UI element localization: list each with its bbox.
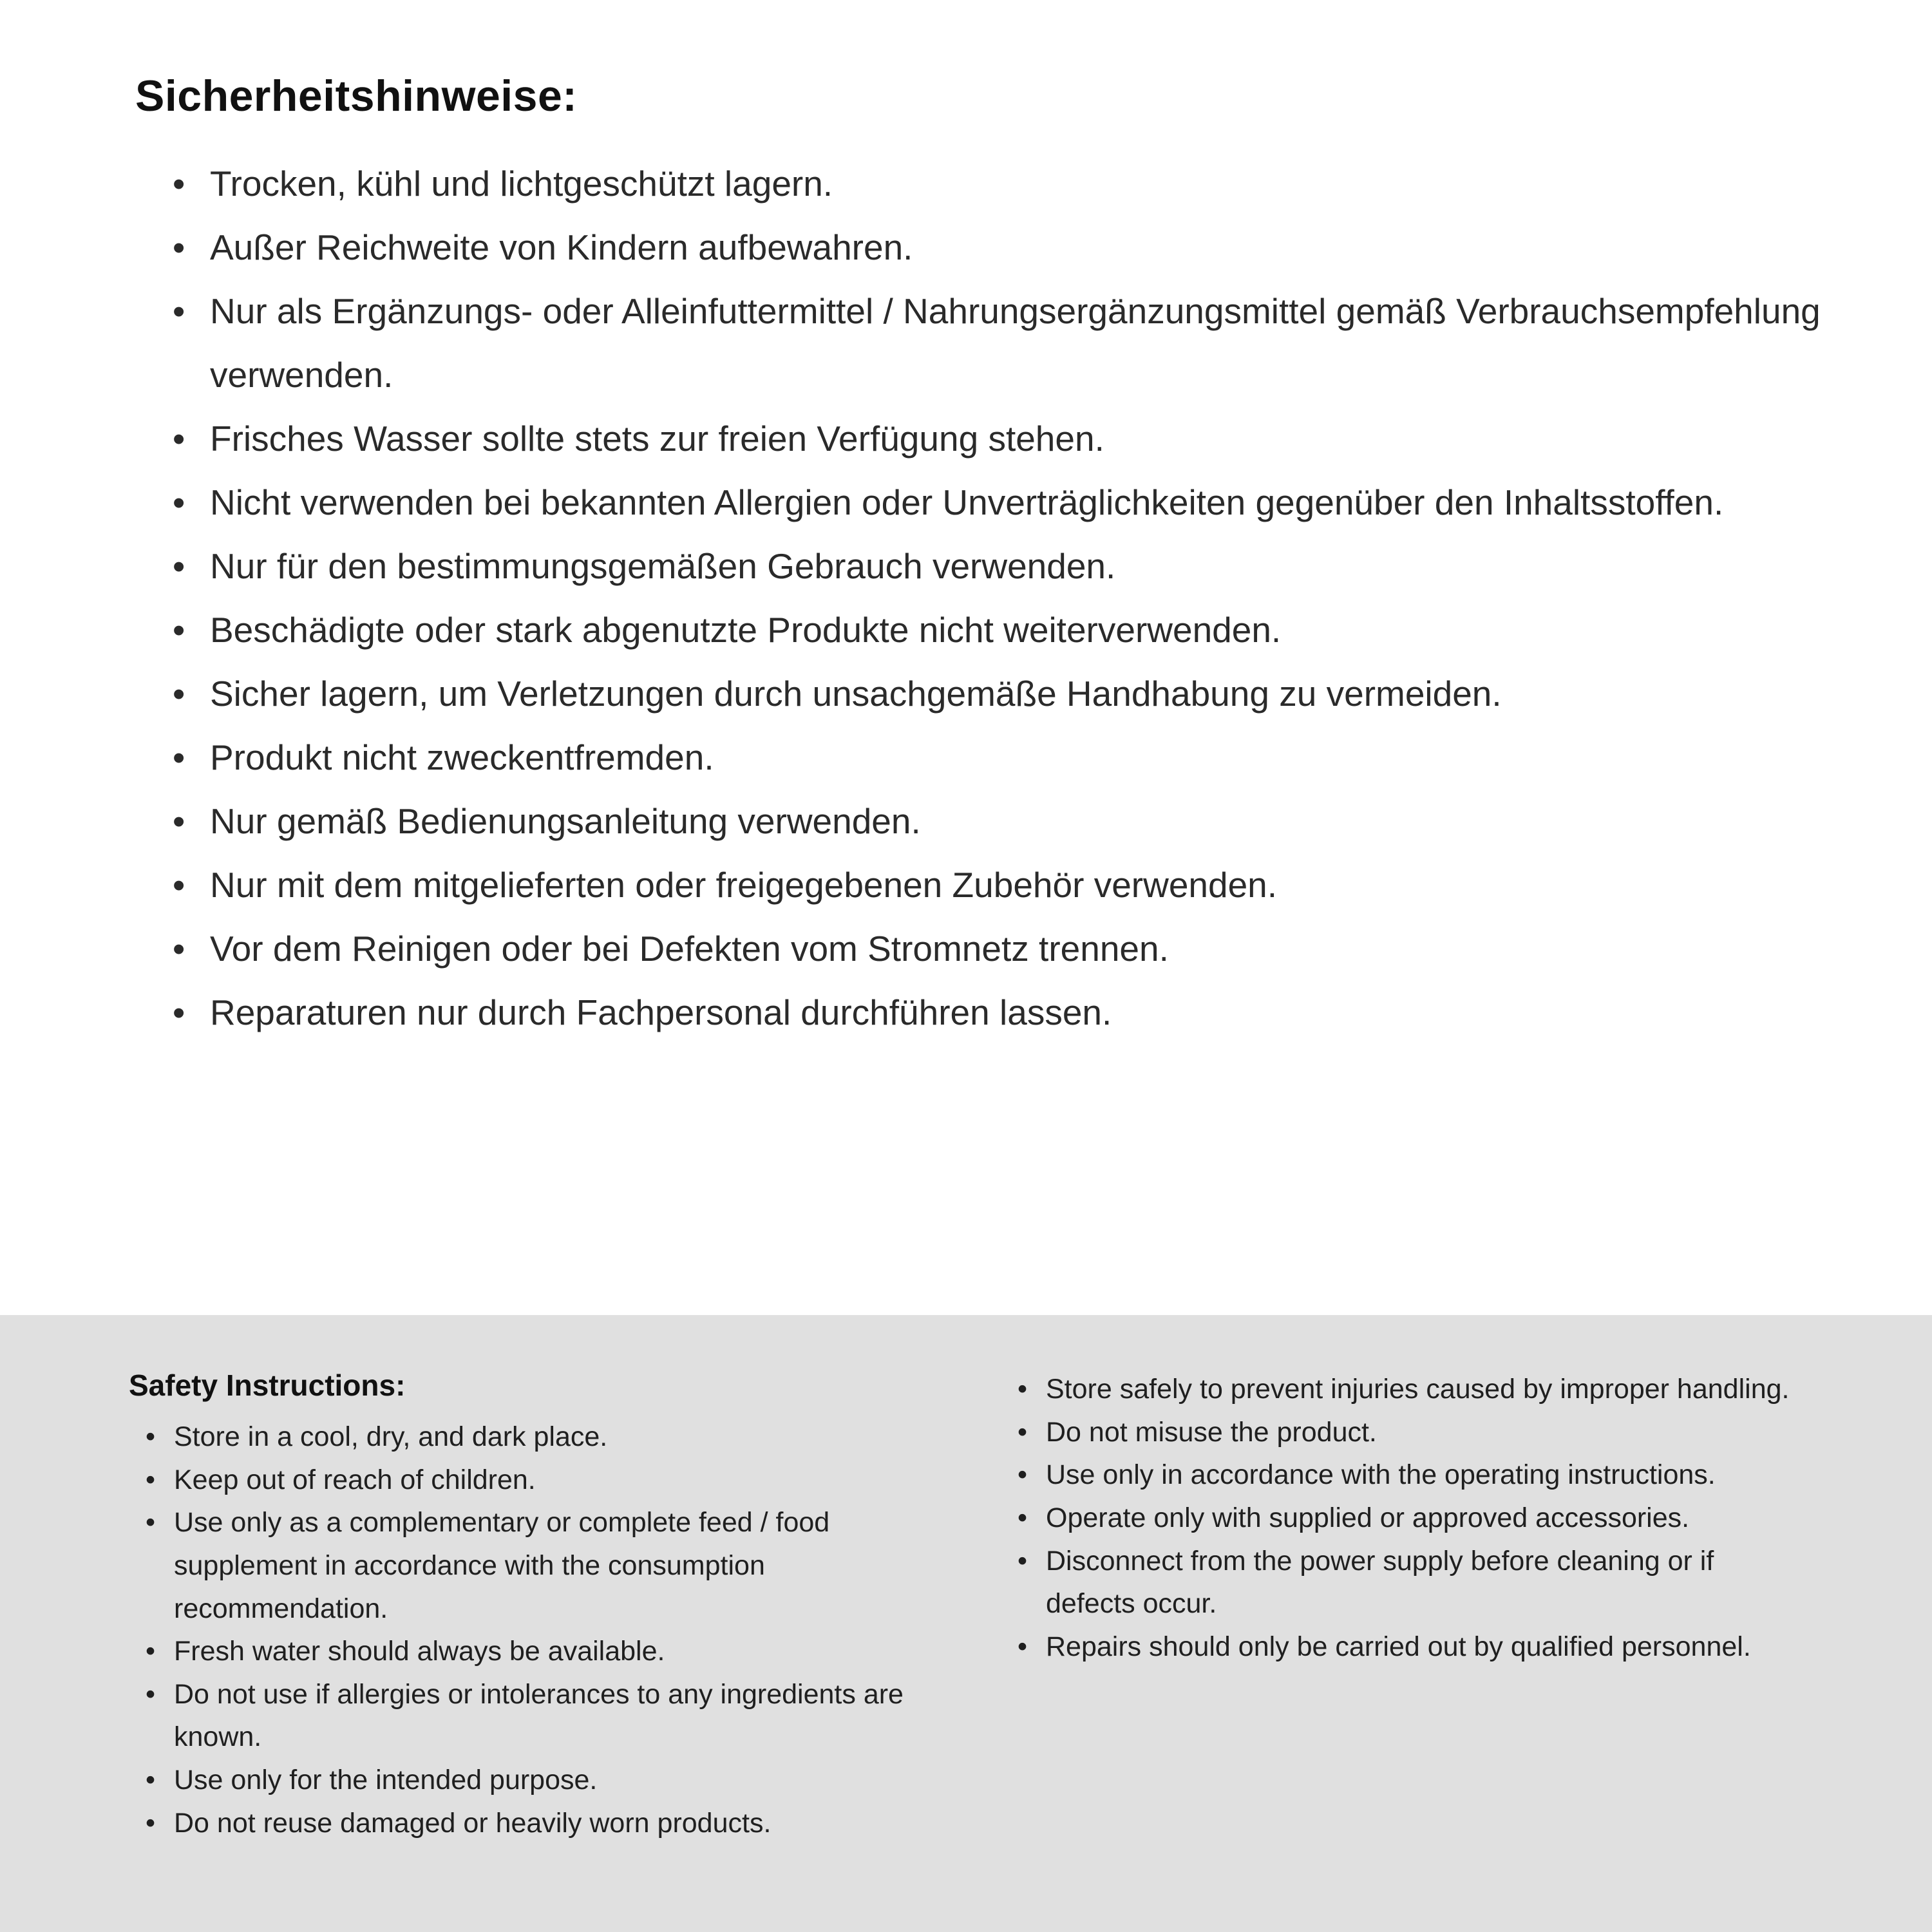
german-list-item: [173, 917, 1823, 981]
german-list-item: [173, 981, 1823, 1045]
bullet-dot-icon: •: [173, 482, 185, 522]
bullet-dot-icon: •: [173, 801, 185, 841]
german-item-text: Trocken, kühl und lichtgeschützt lagern.: [210, 164, 833, 204]
english-item-text: Store in a cool, dry, and dark place.: [174, 1421, 608, 1452]
german-item-text: Vor dem Reinigen oder bei Defekten vom Stromnetz trennen.: [210, 929, 1169, 969]
bullet-dot-icon: •: [146, 1464, 156, 1495]
english-item-text: Repairs should only be carried out by qualified personnel.: [1046, 1631, 1751, 1662]
english-list-item: [146, 1802, 921, 1845]
german-list-item: [173, 726, 1823, 790]
german-item-text: Nur mit dem mitgelieferten oder freigegebenen Zubehör verwenden.: [210, 865, 1278, 905]
bullet-dot-icon: •: [173, 929, 185, 969]
english-item-text: Disconnect from the power supply before cleaning or if defects occur.: [1046, 1545, 1714, 1620]
bullet-dot-icon: •: [146, 1807, 156, 1839]
english-list-item: [1018, 1368, 1810, 1411]
english-right-column: [1018, 1368, 1810, 1932]
german-item-text: Reparaturen nur durch Fachpersonal durchführen lassen.: [210, 992, 1112, 1032]
english-item-text: Do not use if allergies or intolerances to any ingredients are known.: [174, 1678, 904, 1753]
bullet-dot-icon: •: [146, 1421, 156, 1452]
german-item-text: Nur für den bestimmungsgemäßen Gebrauch verwenden.: [210, 546, 1116, 586]
german-item-text: Produkt nicht zweckentfremden.: [210, 737, 714, 777]
english-item-text: Use only in accordance with the operating instructions.: [1046, 1459, 1716, 1491]
german-list-item: [173, 216, 1823, 279]
german-item-text: Außer Reichweite von Kindern aufbewahren.: [210, 227, 913, 267]
english-list-item: [146, 1459, 921, 1502]
bullet-dot-icon: •: [173, 610, 185, 650]
german-list-item: [173, 279, 1823, 407]
german-list-item: [173, 152, 1823, 216]
english-left-column: [129, 1368, 921, 1932]
bullet-dot-icon: •: [1018, 1631, 1028, 1662]
german-title: Sicherheitshinweise:: [135, 71, 578, 120]
english-list-item: [1018, 1497, 1810, 1540]
bullet-dot-icon: •: [1018, 1416, 1028, 1448]
bullet-dot-icon: •: [173, 865, 185, 905]
english-item-text: Fresh water should always be available.: [174, 1636, 665, 1667]
english-item-text: Keep out of reach of children.: [174, 1464, 536, 1495]
english-list-item: [146, 1673, 921, 1759]
english-item-text: Use only as a complementary or complete feed / food supplement in accordance with the consumption recommendation.: [174, 1507, 830, 1624]
bullet-dot-icon: •: [173, 291, 185, 331]
bullet-dot-icon: •: [173, 674, 185, 714]
bullet-dot-icon: •: [173, 992, 185, 1032]
german-list-item: [173, 790, 1823, 853]
german-item-text: Nur als Ergänzungs- oder Alleinfuttermittel / Nahrungsergänzungsmittel gemäß Verbrauchsempfehlung verwenden.: [210, 291, 1821, 395]
english-list-item: [146, 1501, 921, 1630]
german-list-item: [173, 598, 1823, 662]
bullet-dot-icon: •: [1018, 1374, 1028, 1405]
german-item-text: Beschädigte oder stark abgenutzte Produkte nicht weiterverwenden.: [210, 610, 1282, 650]
german-list-item: [173, 853, 1823, 917]
german-item-text: Frisches Wasser sollte stets zur freien Verfügung stehen.: [210, 419, 1104, 459]
english-item-text: Operate only with supplied or approved accessories.: [1046, 1502, 1690, 1533]
english-list-item: [1018, 1411, 1810, 1454]
english-list-item: [146, 1416, 921, 1459]
english-item-text: Store safely to prevent injuries caused by improper handling.: [1046, 1374, 1790, 1405]
english-section: [0, 1315, 1932, 1932]
english-list-item: [1018, 1540, 1810, 1625]
english-list-item: [1018, 1454, 1810, 1497]
german-item-text: Nur gemäß Bedienungsanleitung verwenden.: [210, 801, 921, 841]
english-item-text: Use only for the intended purpose.: [174, 1765, 598, 1796]
bullet-dot-icon: •: [1018, 1545, 1028, 1577]
bullet-dot-icon: •: [146, 1765, 156, 1796]
german-list-item: [173, 662, 1823, 726]
english-item-text: Do not reuse damaged or heavily worn products.: [174, 1807, 772, 1839]
english-item-text: Do not misuse the product.: [1046, 1416, 1377, 1448]
bullet-dot-icon: •: [1018, 1502, 1028, 1533]
english-list-item: [146, 1630, 921, 1673]
english-left-list: [129, 1416, 921, 1844]
bullet-dot-icon: •: [146, 1507, 156, 1539]
bullet-dot-icon: •: [146, 1678, 156, 1710]
german-list-item: [173, 471, 1823, 535]
english-title: Safety Instructions:: [129, 1368, 406, 1402]
bullet-dot-icon: •: [173, 546, 185, 586]
german-list-item: [173, 535, 1823, 598]
bullet-dot-icon: •: [173, 419, 185, 459]
bullet-dot-icon: •: [173, 737, 185, 777]
english-list-item: [146, 1759, 921, 1802]
bullet-dot-icon: •: [173, 227, 185, 267]
bullet-dot-icon: •: [1018, 1459, 1028, 1491]
german-list: [135, 152, 1823, 1045]
english-list-item: [1018, 1625, 1810, 1669]
english-right-list: [1018, 1368, 1810, 1668]
german-item-text: Sicher lagern, um Verletzungen durch unsachgemäße Handhabung zu vermeiden.: [210, 674, 1502, 714]
german-item-text: Nicht verwenden bei bekannten Allergien oder Unverträglichkeiten gegenüber den Inhaltsstoffen.: [210, 482, 1724, 522]
bullet-dot-icon: •: [146, 1636, 156, 1667]
bullet-dot-icon: •: [173, 164, 185, 204]
german-list-item: [173, 407, 1823, 471]
